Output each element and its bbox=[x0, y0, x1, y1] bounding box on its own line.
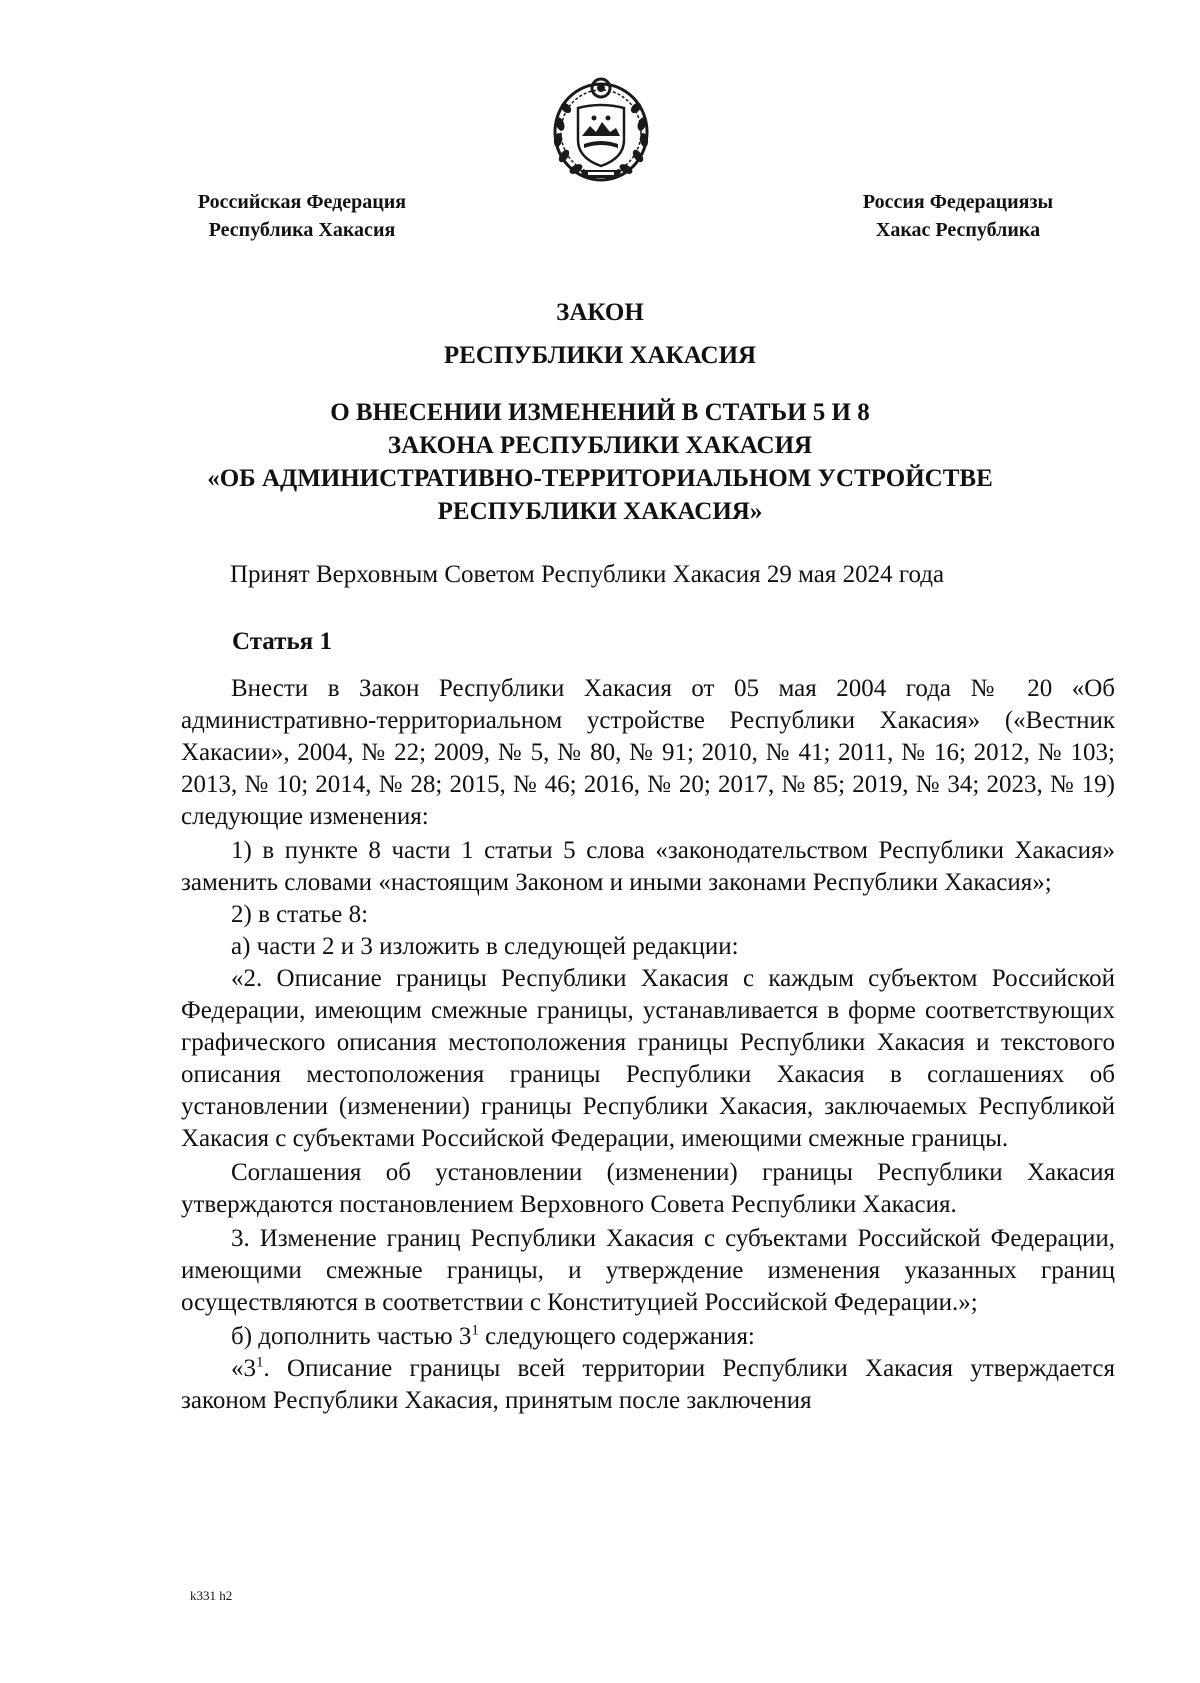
paragraph-subitem-b bbox=[181, 1321, 1115, 1353]
article-body bbox=[181, 673, 1115, 1417]
header-right-line1: Россия Федерациязы bbox=[862, 191, 1054, 213]
subitem-b-text-start: б) дополнить частью 3 bbox=[231, 1323, 472, 1350]
header-left-line2: Республика Хакасия bbox=[208, 219, 396, 241]
paragraph-part-3: 3. Изменение границ Республики Хакасия с субъектами Российской Федерации, имеющими смежные границы, и утверждение изменения указанных границ осуществляются в соответствии с Конституцией Российской Федерации.»; bbox=[181, 1225, 1115, 1316]
paragraph-intro: Внести в Закон Республики Хакасия от 05 мая 2004 года № 20 «Об административно-территориальном устройстве Республики Хакасия» («Вестник Хакасии», 2004, № 22; 2009, № 5, № 80, № 91; 2010, № 41; 2011, № 16; 2012, № 103; 2013, № 10; 2014, № 28; 2015, № 46; 2016, № 20; 2017, № 85; 2019, № 34; 2023, № 19) следующие изменения: bbox=[181, 675, 1115, 830]
document-code: k331 h2 bbox=[190, 1588, 233, 1603]
law-title-line1: ЗАКОН bbox=[556, 299, 644, 326]
paragraph-item-2: 2) в статье 8: bbox=[231, 901, 369, 928]
law-title bbox=[150, 291, 1050, 377]
article-heading: Статья 1 bbox=[232, 628, 332, 655]
law-subtitle-line4: РЕСПУБЛИКИ ХАКАСИЯ» bbox=[437, 498, 763, 525]
paragraph-subitem-a: а) части 2 и 3 изложить в следующей редакции: bbox=[231, 933, 739, 960]
coat-of-arms-emblem bbox=[548, 74, 654, 186]
subitem-b-superscript: 1 bbox=[471, 1322, 479, 1339]
header-left bbox=[172, 188, 432, 244]
law-title-line2: РЕСПУБЛИКИ ХАКАСИЯ bbox=[443, 342, 757, 369]
part-3-1-superscript: 1 bbox=[256, 1354, 264, 1371]
law-subtitle-line1: О ВНЕСЕНИИ ИЗМЕНЕНИЙ В СТАТЬИ 5 И 8 bbox=[330, 399, 870, 426]
paragraph-part-2: «2. Описание границы Республики Хакасия с каждым субъектом Российской Федерации, имеющим смежные границы, устанавливается в форме соответствующих графического описания местоположения границы Республики Хакасия и текстового описания местоположения границы Республики Хакасия в соглашениях об установлении (изменении) границы Республики Хакасия, заключаемых Республикой Хакасия с субъектами Российской Федерации, имеющими смежные границы. bbox=[181, 965, 1115, 1152]
header-left-line1: Российская Федерация bbox=[197, 191, 407, 213]
paragraph-part-3-1 bbox=[181, 1353, 1115, 1417]
adoption-statement: Принят Верховным Советом Республики Хакасия 29 мая 2024 года bbox=[230, 561, 945, 588]
header-right bbox=[838, 188, 1078, 244]
law-subtitle-line3: «ОБ АДМИНИСТРАТИВНО-ТЕРРИТОРИАЛЬНОМ УСТРОЙСТВЕ bbox=[207, 465, 993, 492]
subitem-b-text-end: следующего содержания: bbox=[478, 1323, 755, 1350]
law-subtitle-line2: ЗАКОНА РЕСПУБЛИКИ ХАКАСИЯ bbox=[387, 432, 813, 459]
part-3-1-text-start: «3 bbox=[231, 1355, 256, 1382]
emblem-graphic bbox=[548, 74, 654, 186]
header-right-line2: Хакас Республика bbox=[875, 219, 1041, 241]
paragraph-agreements: Соглашения об установлении (изменении) границы Республики Хакасия утверждаются постановлением Верховного Совета Республики Хакасия. bbox=[181, 1159, 1115, 1218]
law-subtitle bbox=[150, 396, 1050, 528]
part-3-1-text-end: . Описание границы всей территории Республики Хакасия утверждается законом Республики Хакасия, принятым после заключения bbox=[181, 1355, 1115, 1414]
paragraph-item-1: 1) в пункте 8 части 1 статьи 5 слова «законодательством Республики Хакасия» заменить словами «настоящим Законом и иными законами Республики Хакасия»; bbox=[181, 837, 1115, 896]
